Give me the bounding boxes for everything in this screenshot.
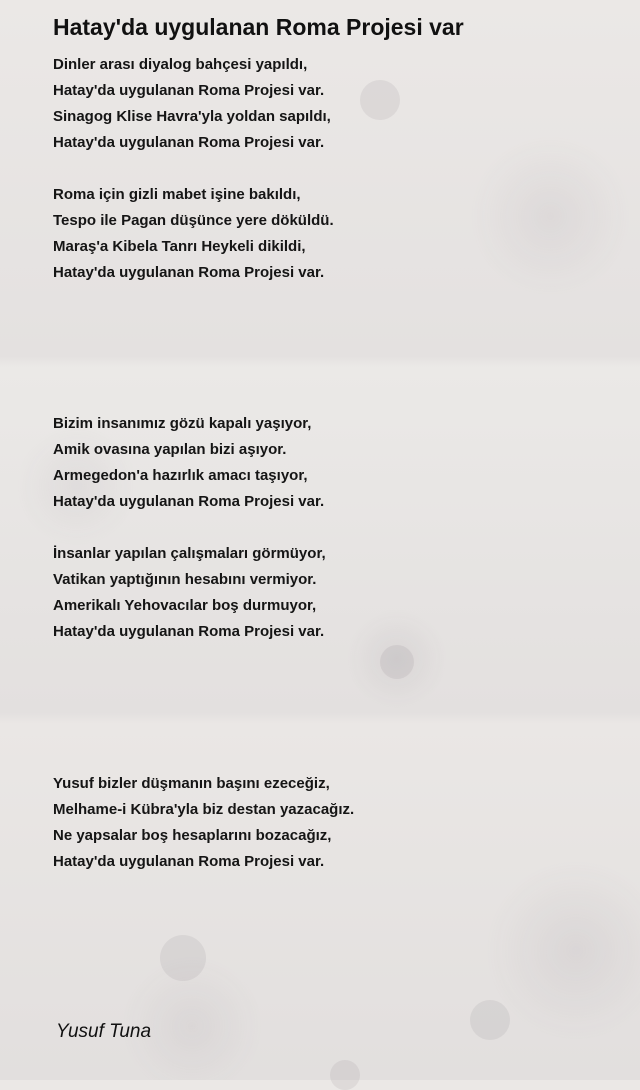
poem-line: Hatay'da uygulanan Roma Projesi var. (53, 493, 325, 510)
poem-line: Hatay'da uygulanan Roma Projesi var. (53, 853, 325, 870)
poem-line: Hatay'da uygulanan Roma Projesi var. (53, 623, 325, 640)
stanza-5 (53, 771, 354, 875)
background-blot (360, 80, 400, 120)
poem-line: Ne yapsalar boş hesaplarını bozacağız, (53, 827, 332, 844)
stanza-4 (53, 541, 326, 645)
poem-line: Sinagog Klise Havra'yla yoldan sapıldı, (53, 108, 331, 125)
poem-line: Roma için gizli mabet işine bakıldı, (53, 186, 301, 203)
stanza-1 (53, 52, 331, 156)
poem-title: Hatay'da uygulanan Roma Projesi var (53, 14, 464, 40)
poem-line: İnsanlar yapılan çalışmaları görmüyor, (53, 545, 326, 562)
poem-line: Dinler arası diyalog bahçesi yapıldı, (53, 56, 308, 73)
background-blot (380, 645, 414, 679)
background-blot (330, 1060, 360, 1090)
poem-author: Yusuf Tuna (56, 1021, 152, 1042)
background-blot (160, 935, 206, 981)
stanza-3 (53, 411, 324, 515)
poem-line: Amerikalı Yehovacılar boş durmuyor, (53, 597, 317, 614)
stanza-2 (53, 182, 334, 286)
poem-line: Bizim insanımız gözü kapalı yaşıyor, (53, 415, 312, 432)
poem-line: Hatay'da uygulanan Roma Projesi var. (53, 82, 325, 99)
poem-line: Hatay'da uygulanan Roma Projesi var. (53, 264, 325, 281)
poem-line: Maraş'a Kibela Tanrı Heykeli dikildi, (53, 238, 306, 255)
poem-line: Vatikan yaptığının hesabını vermiyor. (53, 571, 317, 588)
poem-line: Armegedon'a hazırlık amacı taşıyor, (53, 467, 308, 484)
poem-line: Hatay'da uygulanan Roma Projesi var. (53, 134, 325, 151)
poem-line: Yusuf bizler düşmanın başını ezeceğiz, (53, 775, 330, 792)
background-blot (470, 1000, 510, 1040)
poem-line: Melhame-i Kübra'yla biz destan yazacağız. (53, 801, 355, 818)
poem-line: Tespo ile Pagan düşünce yere döküldü. (53, 212, 334, 229)
poem-line: Amik ovasına yapılan bizi aşıyor. (53, 441, 287, 458)
